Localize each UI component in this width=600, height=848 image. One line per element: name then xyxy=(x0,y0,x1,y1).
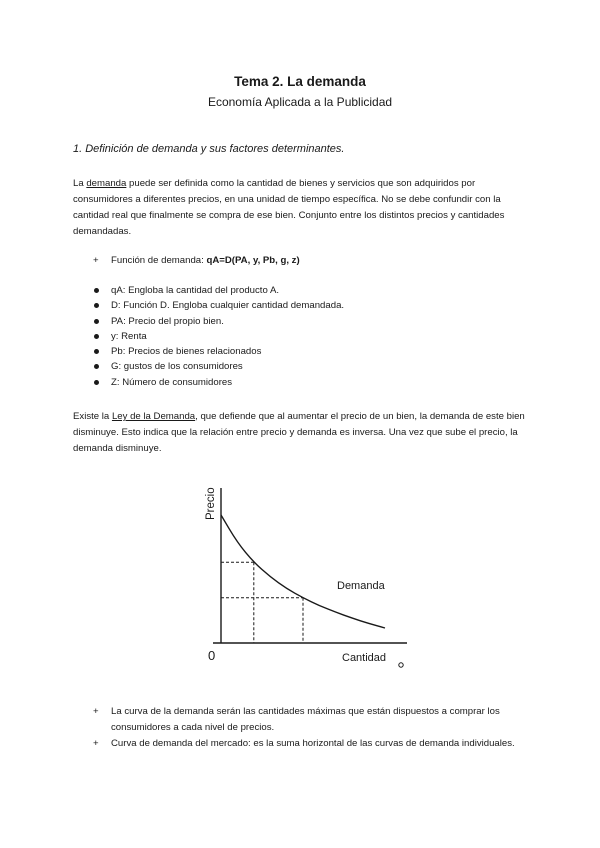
bullet-icon xyxy=(94,334,99,339)
variables-list xyxy=(93,283,344,390)
small-circle-mark xyxy=(399,663,403,667)
plus-marker: + xyxy=(93,255,99,266)
document-title: Tema 2. La demanda xyxy=(234,74,366,89)
document-subtitle: Economía Aplicada a la Publicidad xyxy=(207,95,393,109)
reference-lines xyxy=(221,562,303,643)
list-item: Z: Número de consumidores xyxy=(93,375,344,390)
curve-layer xyxy=(221,515,385,628)
list-item: PA: Precio del propio bien. xyxy=(93,314,344,329)
bullet-icon xyxy=(94,288,99,293)
bullet-icon xyxy=(94,380,99,385)
origin-label: 0 xyxy=(208,648,216,663)
curve-label: Demanda xyxy=(337,580,385,592)
plus-marker: + xyxy=(93,706,99,717)
bullet-icon xyxy=(94,364,99,369)
x-axis-label: Cantidad xyxy=(342,652,387,664)
paragraph-definition-after: puede ser definida como la cantidad de bienes y servicios que son adquiridos por consumidores a diferentes precios, en una unidad de tiempo específica. No se debe confundir con la cantidad real que finalmente se compra de ese bien. Conjunto entre los distintos precios y cantidades demandadas. xyxy=(73,178,505,237)
closing-item-text: Curva de demanda del mercado: es la suma horizontal de las curvas de demanda individuales. xyxy=(111,738,515,749)
closing-item xyxy=(93,704,523,736)
bullet-icon xyxy=(94,303,99,308)
section-heading: 1. Definición de demanda y sus factores determinantes. xyxy=(73,143,345,155)
list-item: Pb: Precios de bienes relacionados xyxy=(93,344,344,359)
paragraph-law-of-demand xyxy=(73,409,533,457)
closing-item-text: La curva de la demanda serán las cantidades máximas que están dispuestos a comprar los consumidores a cada nivel de precios. xyxy=(111,706,500,733)
paragraph-law-after: , que defiende que al aumentar el precio de un bien, la demanda de este bien disminuye. Esto indica que la relación entre precio y demanda es inversa. Una vez que sube el precio, la demanda disminuye. xyxy=(73,411,525,454)
list-item: qA: Engloba la cantidad del producto A. xyxy=(93,283,344,298)
function-label: Función de demanda: xyxy=(111,255,207,266)
bullet-icon xyxy=(94,349,99,354)
bullet-icon xyxy=(94,319,99,324)
paragraph-definition-before: La xyxy=(73,178,87,189)
demand-curve-line xyxy=(221,515,385,628)
paragraph-definition xyxy=(73,176,533,240)
demand-curve-chart xyxy=(195,478,410,670)
list-item: D: Función D. Engloba cualquier cantidad demandada. xyxy=(93,298,344,313)
term-demanda: demanda xyxy=(86,178,127,189)
closing-item xyxy=(93,736,523,768)
function-item xyxy=(93,253,523,269)
y-axis-label: Precio xyxy=(205,487,217,520)
term-ley-de-la-demanda: Ley de la Demanda xyxy=(111,411,196,422)
paragraph-law-before: Existe la xyxy=(73,411,112,422)
list-item: G: gustos de los consumidores xyxy=(93,359,344,374)
list-item: y: Renta xyxy=(93,329,344,344)
plus-marker: + xyxy=(93,738,99,749)
demand-formula: qA=D(PA, y, Pb, g, z) xyxy=(206,255,300,266)
